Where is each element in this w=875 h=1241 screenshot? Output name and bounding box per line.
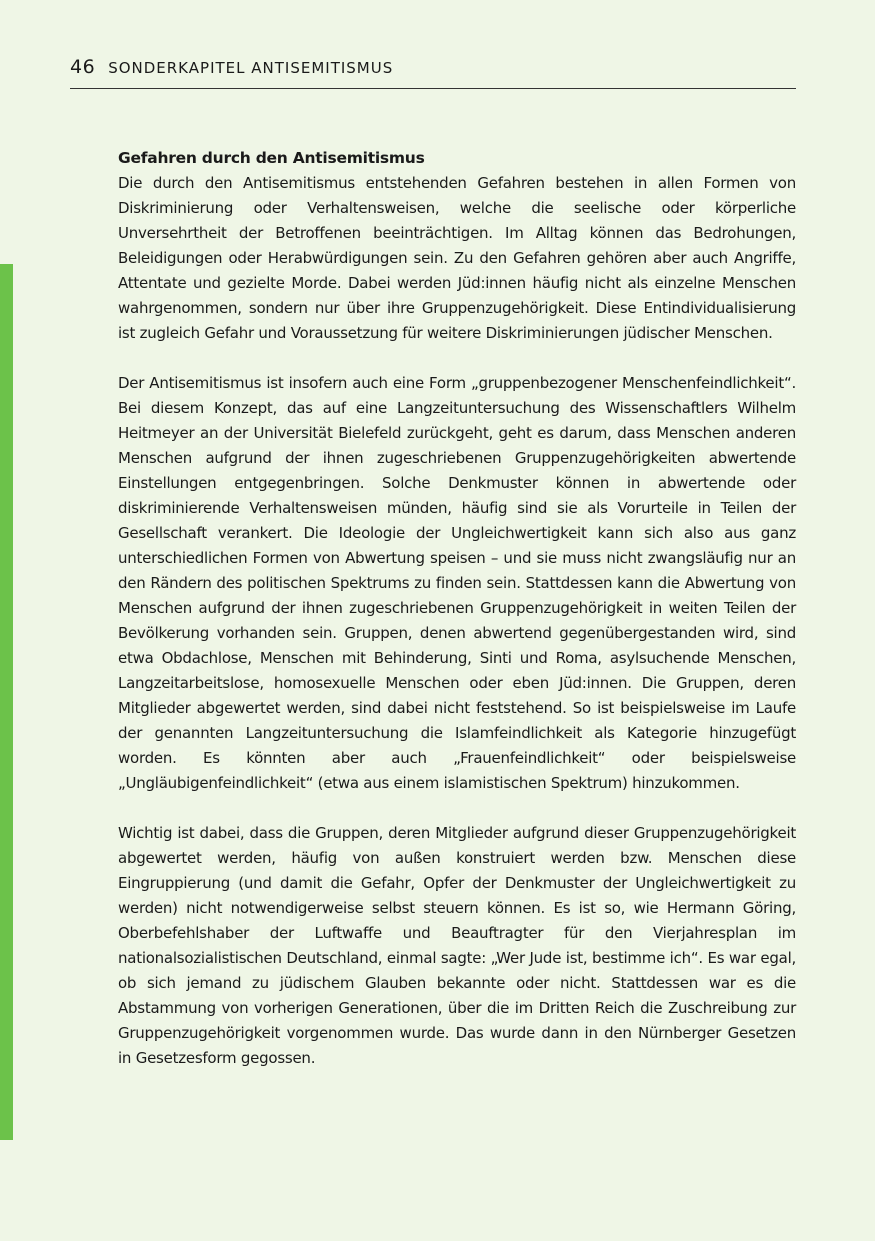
paragraph-external-construction: Wichtig ist dabei, dass die Gruppen, deren Mitglieder aufgrund dieser Gruppenzugehörigkeit abgewertet werden, häufig von außen konstruiert werden bzw. Menschen diese Eingruppierung (und damit die Gefahr, Opfer der Denkmuster der Ungleichwertigkeit zu werden) nicht notwendigerweise selbst steuern können. Es ist so, wie Hermann Göring, Oberbefehlshaber der Luftwaffe und Beauftragter für den Vierjahresplan im nationalsozialistischen Deutschland, einmal sagte: „Wer Jude ist, bestimme ich“. Es war egal, ob sich jemand zu jüdischem Glauben bekannte oder nicht. Stattdessen war es die Abstammung von vorherigen Generationen, über die im Dritten Reich die Zuschreibung zur Gruppenzugehörigkeit vorgenommen wurde. Das wurde dann in den Nürnberger Gesetzen in Gesetzesform gegossen. xyxy=(118,824,796,1067)
running-head: SONDERKAPITEL ANTISEMITISMUS xyxy=(108,59,394,77)
paragraph-dangers: Die durch den Antisemitismus entstehenden Gefahren bestehen in allen Formen von Diskriminierung oder Verhaltensweisen, welche die seelische oder körperliche Unversehrtheit der Betroffenen beeinträchtigen. Im Alltag können das Bedrohungen, Beleidigungen oder Herabwürdigungen sein. Zu den Gefahren gehören aber auch Angriffe, Attentate und gezielte Morde. Dabei werden Jüd:innen häufig nicht als einzelne Menschen wahrgenommen, sondern nur über ihre Gruppenzugehörigkeit. Diese Entindividualisierung ist zugleich Gefahr und Voraussetzung für weitere Diskriminierungen jüdischer Menschen. xyxy=(118,174,796,342)
main-content xyxy=(118,146,796,1096)
section-heading: Gefahren durch den Antisemitismus xyxy=(118,149,425,167)
page-header xyxy=(70,56,796,89)
accent-side-bar xyxy=(0,264,13,1140)
page-number: 46 xyxy=(70,56,96,78)
paragraph-group-hostility: Der Antisemitismus ist insofern auch eine Form „gruppenbezogener Menschenfeindlichkeit“. Bei diesem Konzept, das auf eine Langzeituntersuchung des Wissenschaftlers Wilhelm Heitmeyer an der Universität Bielefeld zurückgeht, geht es darum, dass Menschen anderen Menschen aufgrund der ihnen zugeschriebenen Gruppenzugehörigkeiten abwertende Einstellungen entgegenbringen. Solche Denkmuster können in abwertende oder diskriminierende Verhaltensweisen münden, häufig sind sie als Vorurteile in Teilen der Gesellschaft verankert. Die Ideologie der Ungleichwertigkeit kann sich also aus ganz unterschiedlichen Formen von Abwertung speisen – und sie muss nicht zwangsläufig nur an den Rändern des politischen Spektrums zu finden sein. Stattdessen kann die Abwertung von Menschen aufgrund der ihnen zugeschriebenen Gruppenzugehörigkeit in weiten Teilen der Bevölkerung vorhanden sein. Gruppen, denen abwertend gegenübergestanden wird, sind etwa Obdachlose, Menschen mit Behinderung, Sinti und Roma, asylsuchende Menschen, Langzeitarbeitslose, homosexuelle Menschen oder eben Jüd:innen. Die Gruppen, deren Mitglieder abgewertet werden, sind dabei nicht feststehend. So ist beispielsweise im Laufe der genannten Langzeituntersuchung die Islamfeindlichkeit als Kategorie hinzugefügt worden. Es könnten aber auch „Frauenfeindlichkeit“ oder beispielsweise „Ungläubigenfeindlichkeit“ (etwa aus einem islamistischen Spektrum) hinzukommen. xyxy=(118,374,796,792)
